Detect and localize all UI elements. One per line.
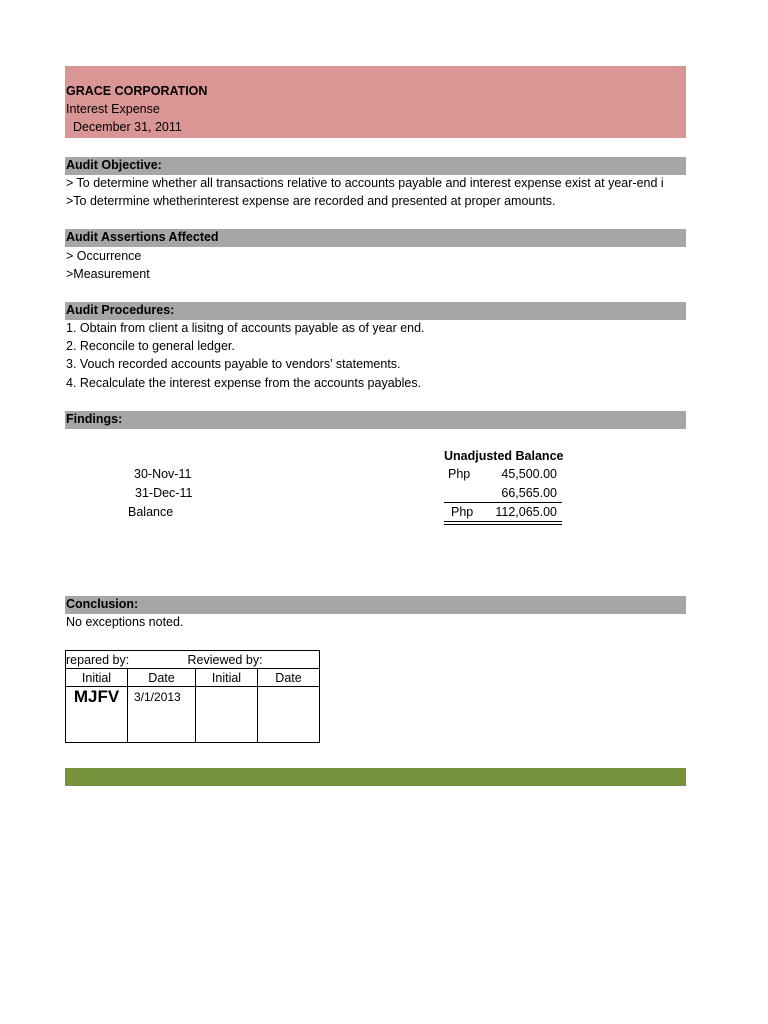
findings-column-header: Unadjusted Balance xyxy=(444,449,564,463)
procedure-item: 2. Reconcile to general ledger. xyxy=(66,339,235,353)
findings-row-currency: Php xyxy=(448,467,471,481)
preparer-initial: MJFV xyxy=(66,687,128,743)
findings-bar xyxy=(65,411,686,429)
subtotal-rule xyxy=(444,502,562,503)
findings-row-label: 30-Nov-11 xyxy=(134,467,192,481)
total-double-rule xyxy=(444,524,562,525)
conclusion-heading: Conclusion: xyxy=(66,597,139,611)
reviewed-by-label: Reviewed by: xyxy=(187,652,263,667)
preparer-date: 3/1/2013 xyxy=(128,687,196,743)
assertions-heading: Audit Assertions Affected xyxy=(66,230,219,244)
footer-bar xyxy=(65,768,686,786)
objective-item: > To determine whether all transactions relative to accounts payable and interest expense exist at year-end i xyxy=(66,176,664,190)
prepared-by-cell xyxy=(66,651,196,669)
findings-total-amount: 112,065.00 xyxy=(495,505,557,519)
period-date: December 31, 2011 xyxy=(73,120,182,134)
procedure-item: 3. Vouch recorded accounts payable to vendors' statements. xyxy=(66,357,401,371)
procedure-item: 1. Obtain from client a lisitng of accounts payable as of year end. xyxy=(66,321,425,335)
col-initial-preparer: Initial xyxy=(66,669,128,687)
prepared-by-label: repared by: xyxy=(66,652,130,667)
findings-row-amount: 45,500.00 xyxy=(501,467,557,481)
findings-heading: Findings: xyxy=(66,412,123,426)
account-title: Interest Expense xyxy=(66,102,160,116)
findings-total-label: Balance xyxy=(128,505,174,519)
col-date-preparer: Date xyxy=(128,669,196,687)
findings-row-label: 31-Dec-11 xyxy=(135,486,193,500)
company-name: GRACE CORPORATION xyxy=(66,84,208,98)
total-double-rule xyxy=(444,521,562,522)
reviewed-by-cell xyxy=(187,651,320,669)
title-band xyxy=(65,66,686,138)
col-initial-reviewer: Initial xyxy=(196,669,258,687)
procedures-heading: Audit Procedures: xyxy=(66,303,175,317)
signoff-table xyxy=(65,650,320,743)
objective-heading: Audit Objective: xyxy=(66,158,162,172)
procedure-item: 4. Recalculate the interest expense from the accounts payables. xyxy=(66,376,422,390)
col-date-reviewer: Date xyxy=(258,669,320,687)
procedures-bar xyxy=(65,302,686,320)
reviewer-initial xyxy=(196,687,258,743)
conclusion-text: No exceptions noted. xyxy=(66,615,184,629)
objective-bar xyxy=(65,157,686,175)
assertion-item: >Measurement xyxy=(66,267,150,281)
findings-total-currency: Php xyxy=(451,505,474,519)
findings-row-amount: 66,565.00 xyxy=(501,486,557,500)
assertions-bar xyxy=(65,229,686,247)
assertion-item: > Occurrence xyxy=(66,249,142,263)
reviewer-date xyxy=(258,687,320,743)
objective-item: >To deterrmine whetherinterest expense are recorded and presented at proper amounts. xyxy=(66,194,556,208)
conclusion-bar xyxy=(65,596,686,614)
